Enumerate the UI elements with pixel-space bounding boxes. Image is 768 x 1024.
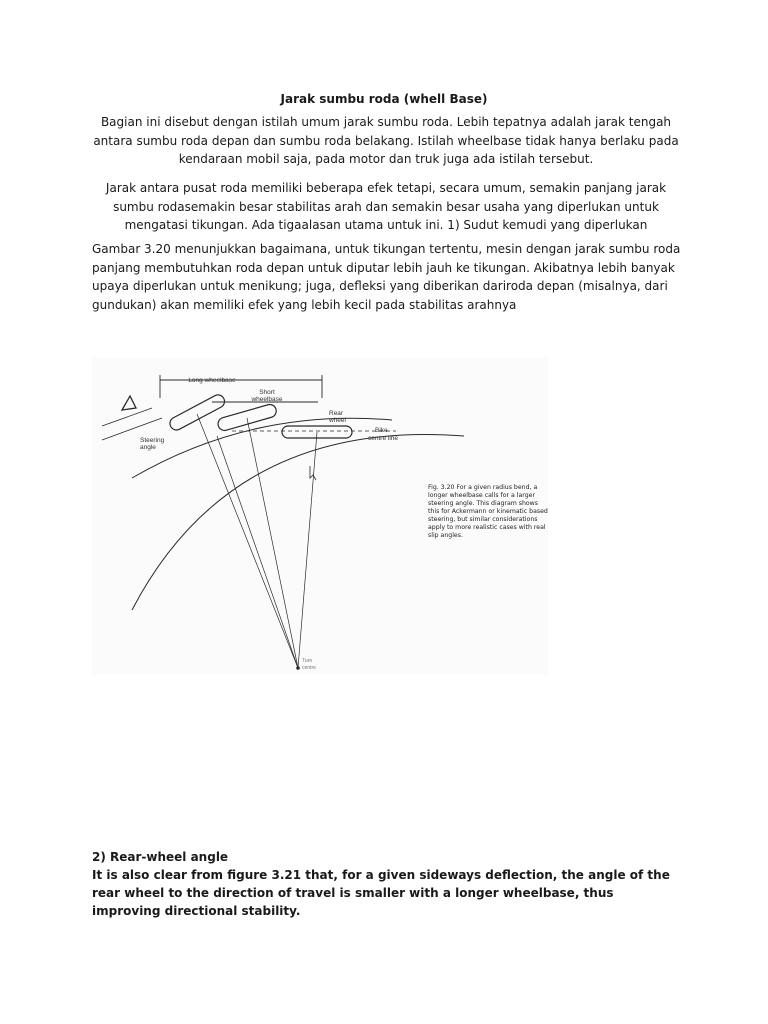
label-turn-centre-1: Turn bbox=[302, 658, 313, 664]
paragraph-definition: Bagian ini disebut dengan istilah umum jarak sumbu roda. Lebih tepatnya adalah jarak tengah antara sumbu roda depan dan sumbu roda belakang. Istilah wheelbase tidak hanya berlaku pada kendaraan mobil saja, pada motor dan truk juga ada istilah tersebut. bbox=[93, 115, 679, 166]
paragraph-effects: Jarak antara pusat roda memiliki beberapa efek tetapi, secara umum, semakin panjang jarak sumbu rodasemakin besar stabilitas arah dan semakin besar usaha yang diperlukan untuk mengatasi tikungan. Ada tigaalasan utama untuk ini. 1) Sudut kemudi yang diperlukan bbox=[105, 181, 667, 232]
radius-line-rear bbox=[298, 432, 317, 668]
label-steering-angle-1: Steering bbox=[140, 437, 165, 444]
label-turn-centre-2: centre bbox=[302, 665, 316, 671]
long-wheelbase-dimension bbox=[160, 375, 322, 398]
label-bike-centre-1: Bike bbox=[375, 427, 388, 434]
figure-caption: Fig. 3.20 For a given radius bend, a longer wheelbase calls for a larger steering angle. This diagram shows this for Ackermann or kinematic based steering, but similar considerations apply to more realistic cases with real slip angles. bbox=[428, 484, 548, 539]
steering-angle-arrows bbox=[102, 408, 162, 440]
label-long-wheelbase: Long wheelbase bbox=[188, 377, 236, 384]
front-wheel-short bbox=[217, 403, 278, 432]
outer-bend-arc bbox=[132, 434, 464, 610]
label-short-wheelbase-1: Short bbox=[259, 389, 275, 396]
label-bike-centre-2: centre line bbox=[368, 435, 398, 442]
turn-centre-point bbox=[296, 666, 300, 670]
section-heading-rear-wheel-angle: 2) Rear-wheel angle bbox=[92, 850, 229, 864]
direction-arrow-icon bbox=[122, 396, 136, 410]
paragraph-rear-wheel-angle: It is also clear from figure 3.21 that, for a given sideways deflection, the angle of the rear wheel to the direction of travel is smaller with a longer wheelbase, thus improving directional stability. bbox=[92, 868, 670, 918]
label-short-wheelbase-2: wheelbase bbox=[251, 396, 283, 403]
label-rear-wheel-1: Rear bbox=[329, 410, 344, 417]
radius-line-long bbox=[197, 414, 298, 668]
label-steering-angle-2: angle bbox=[140, 444, 156, 451]
paragraph-figure-explanation: Gambar 3.20 menunjukkan bagaimana, untuk tikungan tertentu, mesin dengan jarak sumbu roda panjang membutuhkan roda depan untuk diputar lebih jauh ke tikungan. Akibatnya lebih banyak upaya diperlukan untuk menikung; juga, defleksi yang diberikan dariroda depan (misalnya, dari gundukan) akan memiliki efek yang lebih kecil pada stabilitas arahnya bbox=[92, 242, 681, 312]
label-rear-wheel-2: wheel bbox=[329, 417, 346, 424]
page-title: Jarak sumbu roda (whell Base) bbox=[280, 92, 488, 106]
wheelbase-diagram-figure bbox=[92, 358, 548, 674]
